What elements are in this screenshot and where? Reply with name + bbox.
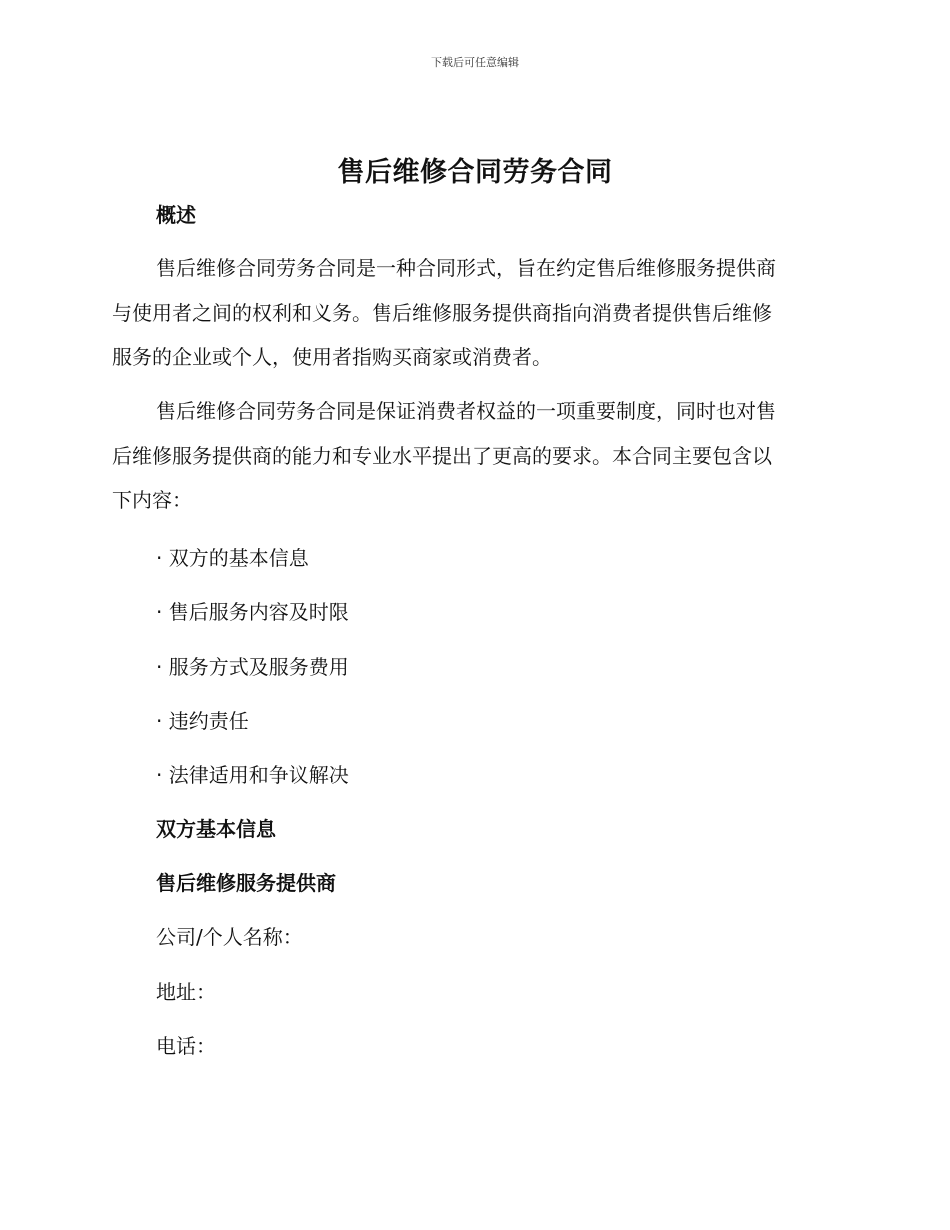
- bullet-item: · 违约责任: [156, 709, 249, 733]
- paragraph-line: 售后维修合同劳务合同是保证消费者权益的一项重要制度，同时也对售: [156, 399, 776, 423]
- paragraph-line: 服务的企业或个人，使用者指购买商家或消费者。: [112, 345, 552, 369]
- overview-heading: 概述: [156, 203, 196, 227]
- overview-paragraph-1: [112, 246, 832, 380]
- overview-paragraph-2: [112, 389, 832, 523]
- provider-heading: 售后维修服务提供商: [156, 871, 336, 895]
- provider-name-field: 公司/个人名称：: [156, 925, 303, 949]
- header-note: 下载后可任意编辑: [431, 56, 519, 69]
- paragraph-line: 下内容：: [112, 488, 192, 512]
- paragraph-line: 售后维修合同劳务合同是一种合同形式，旨在约定售后维修服务提供商: [156, 256, 776, 280]
- bullet-item: · 服务方式及服务费用: [156, 655, 349, 679]
- provider-phone-field: 电话：: [156, 1034, 216, 1058]
- provider-address-field: 地址：: [156, 980, 216, 1004]
- bullet-item: · 法律适用和争议解决: [156, 763, 349, 787]
- parties-heading: 双方基本信息: [156, 817, 276, 841]
- document-title: 售后维修合同劳务合同: [337, 157, 613, 188]
- bullet-item: · 售后服务内容及时限: [156, 600, 349, 624]
- paragraph-line: 后维修服务提供商的能力和专业水平提出了更高的要求。本合同主要包含以: [112, 443, 772, 468]
- paragraph-line: 与使用者之间的权利和义务。售后维修服务提供商指向消费者提供售后维修: [112, 300, 772, 325]
- bullet-item: · 双方的基本信息: [156, 546, 309, 570]
